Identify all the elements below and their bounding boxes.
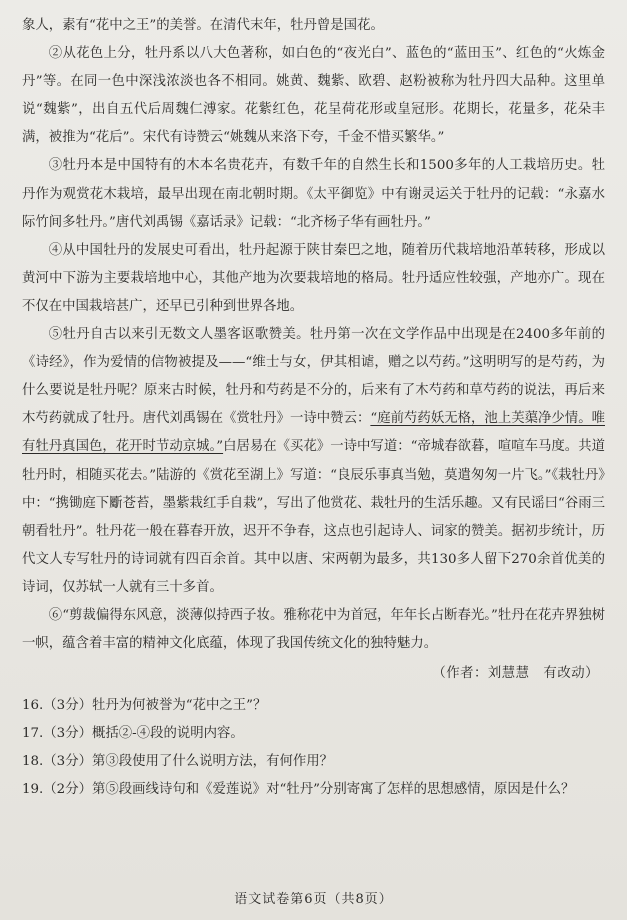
question-18: 18.（3分）第③段使用了什么说明方法，有何作用？	[22, 754, 334, 770]
passage-paragraph-1-continued: 象人，素有“花中之王”的美誉。在清代末年，牡丹曾是国花。	[22, 18, 384, 33]
paragraph-5-text-a: ⑤牡丹自古以来引无数文人墨客讴歌赞美。牡丹第一次在文学作品中出现是在2400多年前的《诗经》，作为爱情的信物被提及——“维士与女，伊其相谑，赠之以芍药。”这明明写的是芍药，为什么要说是牡丹呢？原来古时候，牡丹和芍药是不分的，后来有了木芍药和草芍药的说法，再后来木芍药就成了牡丹。唐代刘禹锡在《赏牡丹》一诗中赞云：	[22, 327, 605, 427]
passage-paragraph-4: ④从中国牡丹的发展史可看出，牡丹起源于陕甘秦巴之地，随着历代栽培地沿革转移，形成以黄河中下游为主要栽培地中心，其他产地为次要栽培地的格局。牡丹适应性较强，产地亦广。现在不仅在中国栽培甚广，还早已引种到世界各地。	[22, 242, 605, 314]
passage-paragraph-5	[22, 321, 605, 602]
question-17: 17.（3分）概括②-④段的说明内容。	[22, 726, 244, 742]
passage-paragraph-3: ③牡丹本是中国特有的木本名贵花卉，有数千年的自然生长和1500多年的人工栽培历史。牡丹作为观赏花木栽培，最早出现在南北朝时期。《太平御览》中有谢灵运关于牡丹的记载：“永嘉水际竹间多牡丹。”唐代刘禹锡《嘉话录》记载：“北齐杨子华有画牡丹。”	[22, 158, 605, 230]
question-19: 19.（2分）第⑤段画线诗句和《爱莲说》对“牡丹”分别寄寓了怎样的思想感情，原因是什么？	[22, 782, 575, 798]
page-footer: 语文试卷第6页（共8页）	[234, 891, 393, 907]
question-16: 16.（3分）牡丹为何被誉为“花中之王”？	[22, 698, 267, 714]
passage-paragraph-6: ⑥“剪裁偏得东风意，淡薄似持西子妆。雅称花中为首冠，年年长占断春光。”牡丹在花卉界独树一帜，蕴含着丰富的精神文化底蕴，体现了我国传统文化的独特魅力。	[22, 607, 605, 652]
author-source: （作者：刘慧慧 有改动）	[432, 666, 599, 682]
underlined-poem-lines: “庭前芍药妖无格，池上芙蕖净少情。唯有牡丹真国色，花开时节动京城。”	[22, 411, 605, 455]
paragraph-5-text-b: 白居易在《买花》一诗中写道：“帝城春欲暮，喧喧车马度。共道牡丹时，相随买花去。”陆游的《赏花至湖上》写道：“良辰乐事真当勉，莫遣匆匆一片飞。”《栽牡丹》中：“携锄庭下斸苍苔，墨紫栽红手自栽”，写出了他赏花、栽牡丹的生活乐趣。又有民谣曰“谷雨三朝看牡丹”。牡丹花一般在暮春开放，迟开不争春，这点也引起诗人、词家的赞美。据初步统计，历代文人专写牡丹的诗词就有四百余首。其中以唐、宋两朝为最多，共130多人留下270余首优美的诗词，仅苏轼一人就有三十多首。	[22, 439, 605, 595]
passage-paragraph-2: ②从花色上分，牡丹系以八大色著称，如白色的“夜光白”、蓝色的“蓝田玉”、红色的“火炼金丹”等。在同一色中深浅浓淡也各不相同。姚黄、魏紫、欧碧、赵粉被称为牡丹四大品种。这里单说“魏紫”，出自五代后周魏仁溥家。花紫红色，花呈荷花形或皇冠形。花期长，花量多，花朵丰满，被推为“花后”。宋代有诗赞云“姚魏从来洛下夸，千金不惜买繁华。”	[22, 46, 605, 146]
